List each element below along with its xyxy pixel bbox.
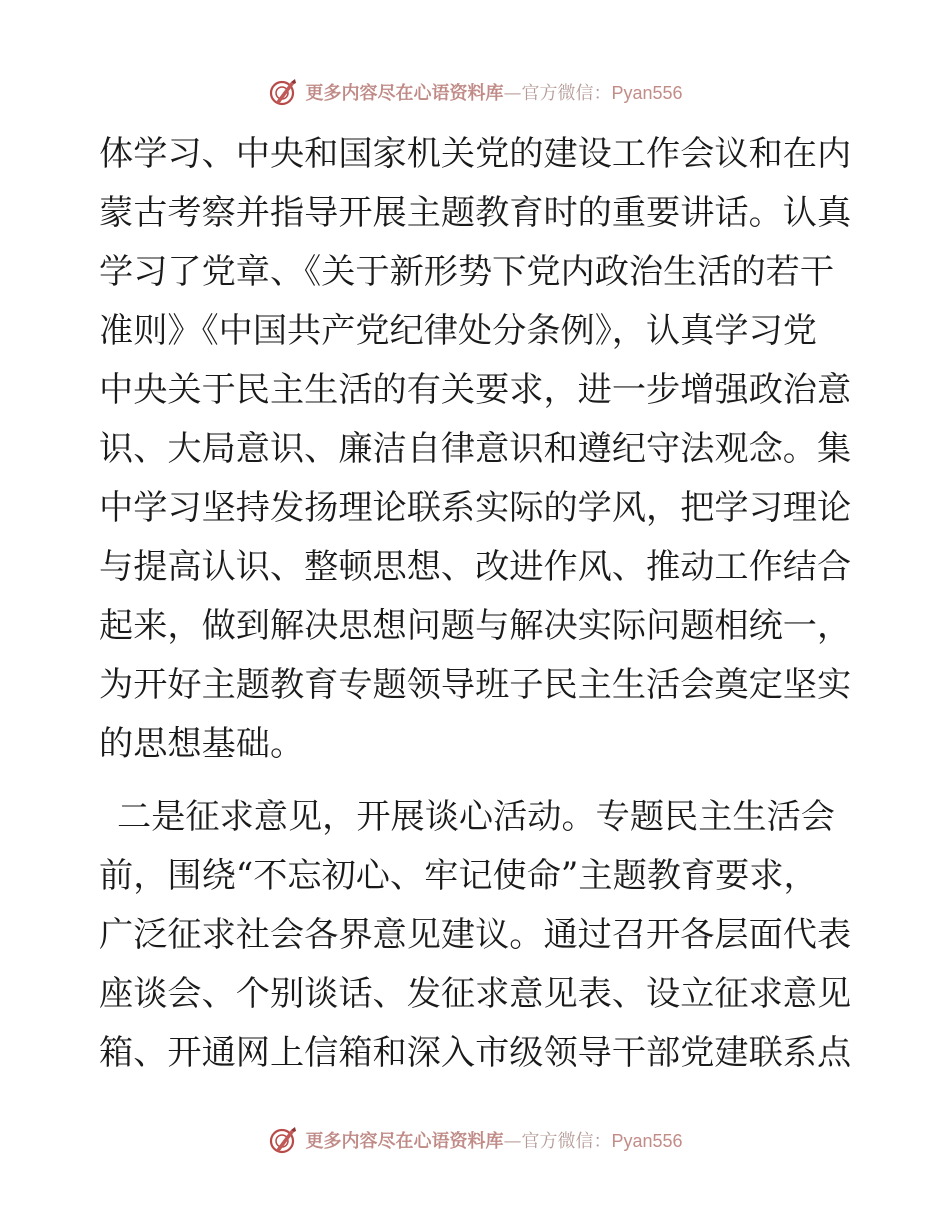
- footer-banner-contact-label: 官方微信：: [521, 1131, 612, 1152]
- paragraph-line: 体学习、中央和国家机关党的建设工作会议和在内: [99, 134, 852, 174]
- footer-banner-main: 更多内容尽在心语资料库: [305, 1131, 504, 1152]
- paragraph-line: 学习了党章、《关于新形势下党内政治生活的若干: [99, 252, 835, 292]
- paragraph-line: 识、大局意识、廉洁自律意识和遵纪守法观念。集: [99, 429, 852, 469]
- paragraph-line: 中央关于民主生活的有关要求，进一步增强政治意: [99, 370, 852, 410]
- header-banner-text: [305, 79, 682, 105]
- header-banner-separator: —: [503, 83, 522, 104]
- document-body: [99, 125, 851, 1083]
- pen-logo-icon: [267, 1124, 299, 1156]
- paragraph-line: 起来，做到解决思想问题与解决实际问题相统一，: [99, 606, 852, 646]
- paragraph-line: 中学习坚持发扬理论联系实际的学风，把学习理论: [99, 488, 852, 528]
- paragraph-line: 的思想基础。: [99, 724, 305, 764]
- paragraph-line: 与提高认识、整顿思想、改进作风、推动工作结合: [99, 547, 852, 587]
- paragraph-line: 蒙古考察并指导开展主题教育时的重要讲话。认真: [99, 193, 852, 233]
- footer-banner-separator: —: [503, 1131, 522, 1152]
- paragraph-line: 箱、开通网上信箱和深入市级领导干部党建联系点: [99, 1033, 852, 1073]
- footer-banner: [0, 1120, 950, 1160]
- paragraph-1: [99, 125, 851, 774]
- paragraph-line: 前，围绕“不忘初心、牢记使命”主题教育要求，: [99, 856, 818, 896]
- header-banner-handle: Pyan556: [611, 83, 683, 103]
- paragraph-line: 广泛征求社会各界意见建议。通过召开各层面代表: [99, 915, 852, 955]
- paragraph-line: 为开好主题教育专题领导班子民主生活会奠定坚实: [99, 665, 852, 705]
- paragraph-2: [99, 788, 851, 1083]
- header-banner-main: 更多内容尽在心语资料库: [305, 83, 504, 104]
- header-banner: [0, 72, 950, 112]
- header-banner-contact-label: 官方微信：: [521, 83, 612, 104]
- paragraph-line: 准则》《中国共产党纪律处分条例》，认真学习党: [99, 311, 817, 351]
- paragraph-line: 二是征求意见，开展谈心活动。专题民主生活会: [117, 797, 835, 837]
- pen-logo-icon: [267, 76, 299, 108]
- footer-banner-text: [305, 1127, 682, 1153]
- paragraph-line: 座谈会、个别谈话、发征求意见表、设立征求意见: [99, 974, 852, 1014]
- footer-banner-handle: Pyan556: [611, 1131, 683, 1151]
